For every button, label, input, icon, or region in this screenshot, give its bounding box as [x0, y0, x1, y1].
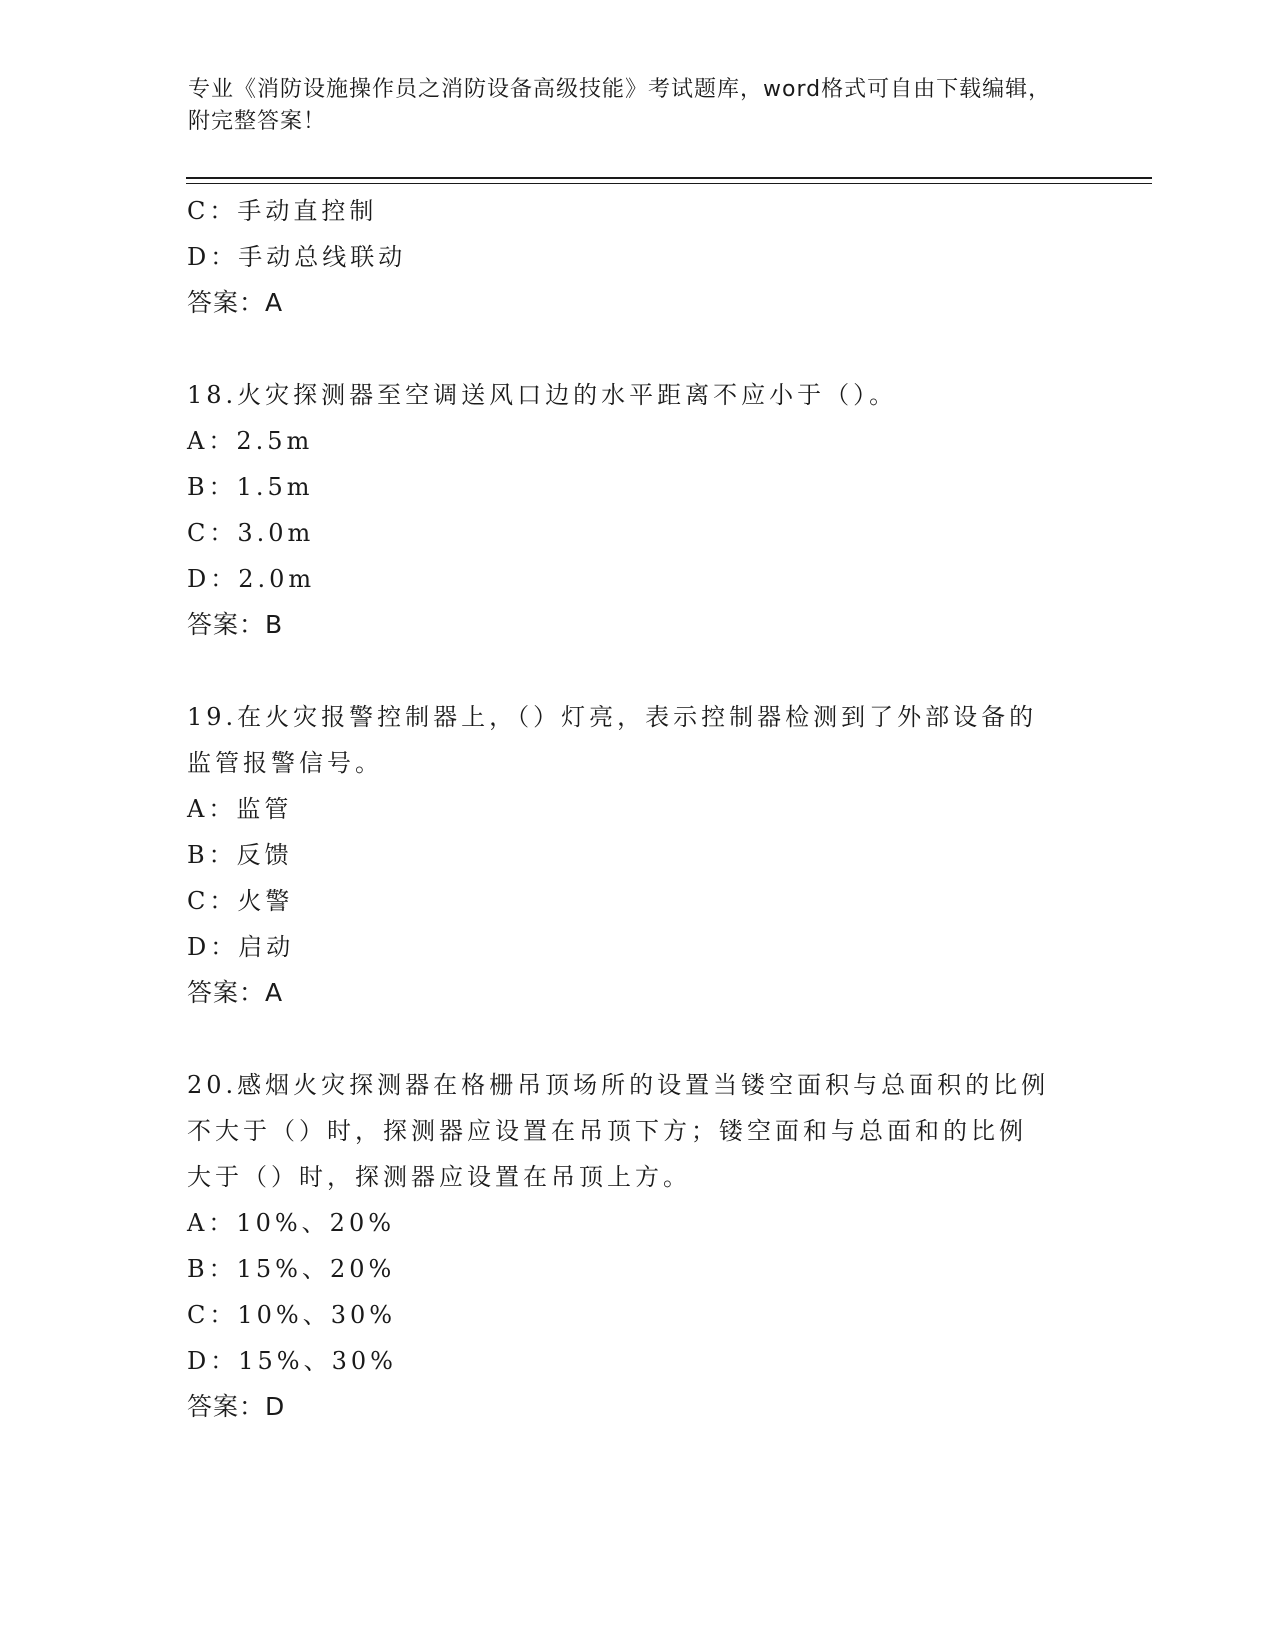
- q20-stem-line-3: 大于（）时，探测器应设置在吊顶上方。: [187, 1163, 691, 1191]
- header-note: 专业《消防设施操作员之消防设备高级技能》考试题库，word格式可自由下载编辑，附完整答案！: [188, 77, 1052, 134]
- q20-stem-line-1: 20.感烟火灾探测器在格栅吊顶场所的设置当镂空面积与总面积的比例: [187, 1071, 1050, 1099]
- q17-option-d: D：手动总线联动: [187, 243, 407, 271]
- q17-answer: 答案：A: [187, 288, 284, 317]
- q18-answer: 答案：B: [187, 610, 284, 639]
- q20-option-b: B：15%、20%: [187, 1255, 396, 1283]
- q18-option-b: B：1.5m: [187, 473, 314, 501]
- q19-option-d: D：启动: [187, 933, 295, 961]
- q20-stem-line-2: 不大于（）时，探测器应设置在吊顶下方；镂空面和与总面和的比例: [187, 1117, 1027, 1145]
- q18-stem: 18.火灾探测器至空调送风口边的水平距离不应小于（）。: [187, 381, 898, 409]
- header-divider-thick: [186, 177, 1152, 179]
- q20-option-a: A：10%、20%: [187, 1209, 396, 1237]
- q18-option-a: A：2.5m: [187, 427, 314, 455]
- q20-answer: 答案：D: [187, 1392, 286, 1421]
- q19-option-a: A：监管: [187, 795, 293, 823]
- q19-stem-line-2: 监管报警信号。: [187, 749, 383, 777]
- q18-option-c: C：3.0m: [187, 519, 315, 547]
- question-content: [187, 188, 1087, 1430]
- q18-option-d: D：2.0m: [187, 565, 316, 593]
- header-divider-thin: [186, 183, 1152, 184]
- q19-answer: 答案：A: [187, 978, 284, 1007]
- q20-option-d: D：15%、30%: [187, 1347, 397, 1375]
- q20-option-c: C：10%、30%: [187, 1301, 397, 1329]
- q17-option-c: C：手动直控制: [187, 197, 378, 225]
- q19-option-c: C：火警: [187, 887, 294, 915]
- q19-option-b: B：反馈: [187, 841, 293, 869]
- q19-stem-line-1: 19.在火灾报警控制器上，（）灯亮，表示控制器检测到了外部设备的: [187, 703, 1038, 731]
